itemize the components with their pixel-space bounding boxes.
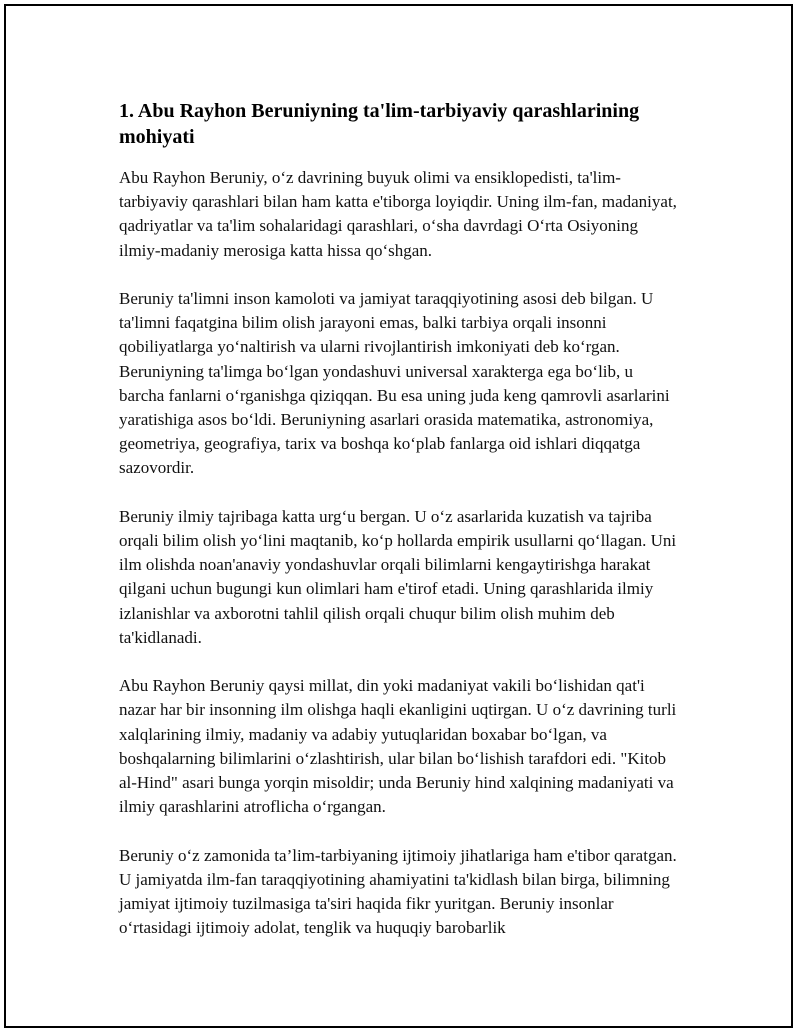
paragraph-intro: Abu Rayhon Beruniy, oʻz davrining buyuk olimi va ensiklopedisti, ta'lim-tarbiyaviy qarashlari bilan ham katta e'tiborga loyiqdir. Uning ilm-fan, madaniyat, qadriyatlar va ta'lim sohalaridagi qarashlari, oʻsha davrdagi Oʻrta Osiyoning ilmiy-madaniy merosiga katta hissa qoʻshgan. <box>119 168 677 260</box>
paragraph-social-aspects: Beruniy oʻz zamonida ta’lim-tarbiyaning ijtimoiy jihatlariga ham e'tibor qaratgan. U jamiyatda ilm-fan taraqqiyotining ahamiyatini ta'kidlash bilan birga, bilimning jamiyat ijtimoiy tuzilmasiga ta'siri haqida fikr yuritgan. Beruniy insonlar oʻrtasidagi ijtimoiy adolat, tenglik va huquqiy barobarlik <box>119 845 677 938</box>
section-heading: 1. Abu Rayhon Beruniyning ta'lim-tarbiyaviy qarashlarining mohiyati <box>119 100 640 148</box>
paragraph-right-to-knowledge: Abu Rayhon Beruniy qaysi millat, din yoki madaniyat vakili boʻlishidan qat'i nazar har bir insonning ilm olishga haqli ekanligini uqtirgan. U oʻz davrining turli xalqlarining ilmiy, madaniy va adabiy yutuqlaridan boxabar boʻlgan, va boshqalarning bilimlarini oʻzlashtirish, ular bilan boʻlishish tarafdori edi. "Kitob al-Hind" asari bunga yorqin misoldir; unda Beruniy hind xalqining madaniyati va ilmiy qarashlarini atroflicha oʻrgangan. <box>119 676 677 817</box>
paragraph-education-foundation: Beruniy ta'limni inson kamoloti va jamiyat taraqqiyotining asosi deb bilgan. U ta'limni faqatgina bilim olish jarayoni emas, balki tarbiya orqali insonni qobiliyatlarga yoʻnaltirish va ularni rivojlantirish imkoniyati deb koʻrgan. Beruniyning ta'limga boʻlgan yondashuvi universal xarakterga ega boʻlib, u barcha fanlarni oʻrganishga qiziqqan. Bu esa uning juda keng qamrovli asarlarini yaratishiga asos boʻldi. Beruniyning asarlari orasida matematika, astronomiya, geometriya, geografiya, tarix va boshqa koʻplab fanlarga oid ishlari diqqatga sazovordir. <box>119 289 670 478</box>
page-frame <box>4 4 793 1028</box>
paragraph-scientific-experiment: Beruniy ilmiy tajribaga katta urgʻu bergan. U oʻz asarlarida kuzatish va tajriba orqali bilim olish yoʻlini maqtanib, koʻp hollarda empirik usullarni qoʻllagan. Uni ilm olishda noan'anaviy yondashuvlar orqali bilimlarni kengaytirishga harakat qilgani uchun bugungi kun olimlari ham e'tirof etadi. Uning qarashlarida ilmiy izlanishlar va axborotni tahlil qilish orqali chuqur bilim olish muhim deb ta'kidlanadi. <box>119 506 677 647</box>
document-body <box>119 98 679 965</box>
